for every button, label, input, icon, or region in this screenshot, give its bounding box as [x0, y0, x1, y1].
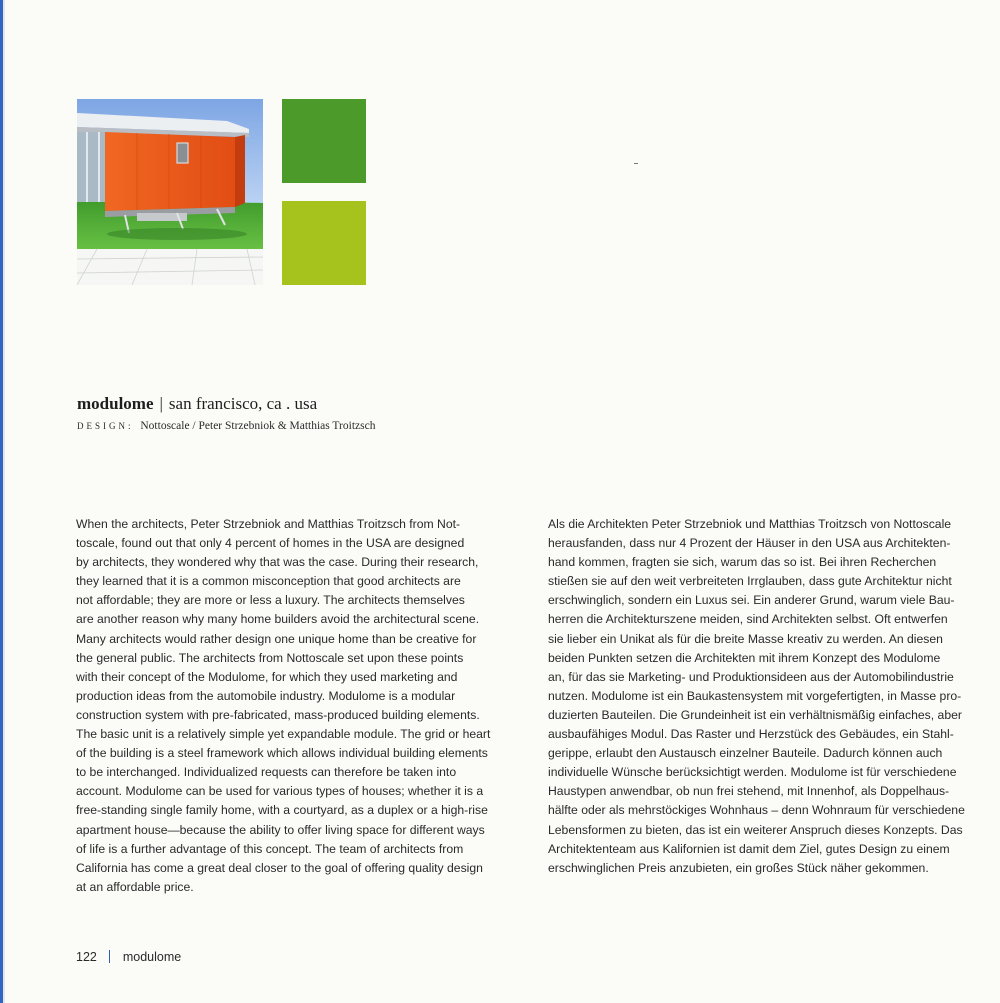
page-footer	[76, 950, 181, 964]
text-line: Als die Architekten Peter Strzebniok und Matthias Troitzsch von Nottoscale	[548, 517, 952, 531]
text-line: not affordable; they are more or less a luxury. The architects themselves	[76, 593, 465, 608]
text-line: Many architects would rather design one unique home than be creative for	[76, 631, 477, 646]
text-line: ausbaufähiges Modul. Das Raster und Herzstück des Gebäudes, ein Stahl-	[548, 727, 954, 742]
project-title	[77, 394, 317, 414]
text-line: sie lieber ein Unikat als für die breite Masse kreativ zu werden. An diesen	[548, 631, 943, 646]
text-line: are another reason why many home builders avoid the architectural scene.	[76, 612, 480, 627]
green-color-swatch	[282, 99, 366, 183]
text-line: duzierten Bauteilen. Die Grundeinheit ist ein verhältnismäßig einfaches, aber	[548, 707, 962, 722]
lime-color-swatch	[282, 201, 366, 285]
text-line: Lebensformen zu bieten, das ist ein weiterer Anspruch dieses Konzepts. Das	[548, 822, 963, 837]
page-edge-gutter	[3, 0, 5, 1003]
text-line: production ideas from the automobile industry. Modulome is a modular	[76, 688, 456, 703]
text-line: of the building is a steel framework which allows individual building elements	[76, 746, 488, 761]
text-line: toscale, found out that only 4 percent of homes in the USA are designed	[76, 536, 465, 551]
text-line: individuelle Wünsche berücksichtigt werden. Modulome ist für verschiedene	[548, 765, 957, 780]
text-line: Haustypen anwendbar, ob nun frei stehend, mit Innenhof, als Doppelhaus-	[548, 784, 950, 799]
design-label: DESIGN:	[77, 421, 134, 431]
english-text-column	[76, 515, 490, 897]
text-line: erschwinglich, sondern ein Luxus sei. Ein anderer Grund, warum viele Bau-	[548, 593, 955, 608]
title-separator: |	[159, 394, 163, 413]
text-line: with their concept of the Modulome, for which they used marketing and	[76, 669, 458, 684]
project-location: san francisco, ca . usa	[168, 394, 318, 413]
text-line: erschwinglichen Preis anzubieten, ein großes Stück näher gekommen.	[548, 860, 929, 875]
text-line: herren die Architekturszene meiden, sind Architekten selbst. Oft entwerfen	[548, 612, 948, 627]
house-rendering-image	[77, 99, 263, 285]
text-line: Architektenteam aus Kalifornien ist damit dem Ziel, gutes Design zu einem	[548, 841, 950, 856]
german-text-column	[548, 515, 965, 878]
text-line: hand kommen, fragten sie sich, warum das so ist. Bei ihren Recherchen	[548, 555, 937, 570]
text-line: herausfanden, dass nur 4 Prozent der Häuser in den USA aus Architekten-	[548, 536, 951, 551]
text-line: account. Modulome can be used for various types of houses; whether it is a	[76, 784, 484, 799]
text-line: hälfte oder als mehrstöckiges Wohnhaus – denn Wohnraum für verschiedene	[548, 803, 965, 818]
project-name: modulome	[77, 394, 154, 413]
text-line: at an affordable price.	[76, 879, 194, 894]
print-speck	[634, 163, 638, 164]
text-line: The basic unit is a relatively simple yet expandable module. The grid or heart	[76, 727, 491, 742]
text-line: stießen sie auf den weit verbreiteten Irrglauben, dass gute Architektur nicht	[548, 574, 952, 589]
text-line: of life is a further advantage of this concept. The team of architects from	[76, 841, 464, 856]
text-line: When the architects, Peter Strzebniok and Matthias Troitzsch from Not-	[76, 517, 461, 531]
text-line: free-standing single family home, with a courtyard, as a duplex or a high-rise	[76, 803, 488, 818]
footer-divider	[109, 950, 110, 963]
text-line: beiden Punkten setzen die Architekten mit ihrem Konzept des Modulome	[548, 650, 941, 665]
footer-section-title: modulome	[122, 950, 182, 964]
text-line: apartment house—because the ability to offer living space for different ways	[76, 822, 485, 837]
design-credit	[77, 420, 375, 432]
text-line: nutzen. Modulome ist ein Baukastensystem mit vorgefertigten, in Masse pro-	[548, 688, 962, 703]
page-number: 122	[76, 950, 97, 964]
text-line: the general public. The architects from Nottoscale set upon these points	[76, 650, 464, 665]
text-line: to be interchanged. Individualized requests can therefore be taken into	[76, 765, 457, 780]
text-line: gerippe, erlaubt den Austausch einzelner Bauteile. Dadurch können auch	[548, 746, 943, 761]
text-line: California has come a great deal closer to the goal of offering quality design	[76, 860, 483, 875]
text-line: by architects, they wondered why that was the case. During their research,	[76, 555, 479, 570]
text-line: construction system with pre-fabricated, mass-produced building elements.	[76, 707, 480, 722]
text-line: they learned that it is a common misconception that good architects are	[76, 574, 461, 589]
designer-names: Nottoscale / Peter Strzebniok & Matthias Troitzsch	[140, 420, 376, 432]
text-line: an, für das sie Marketing- und Produktionsideen aus der Automobilindustrie	[548, 669, 954, 684]
